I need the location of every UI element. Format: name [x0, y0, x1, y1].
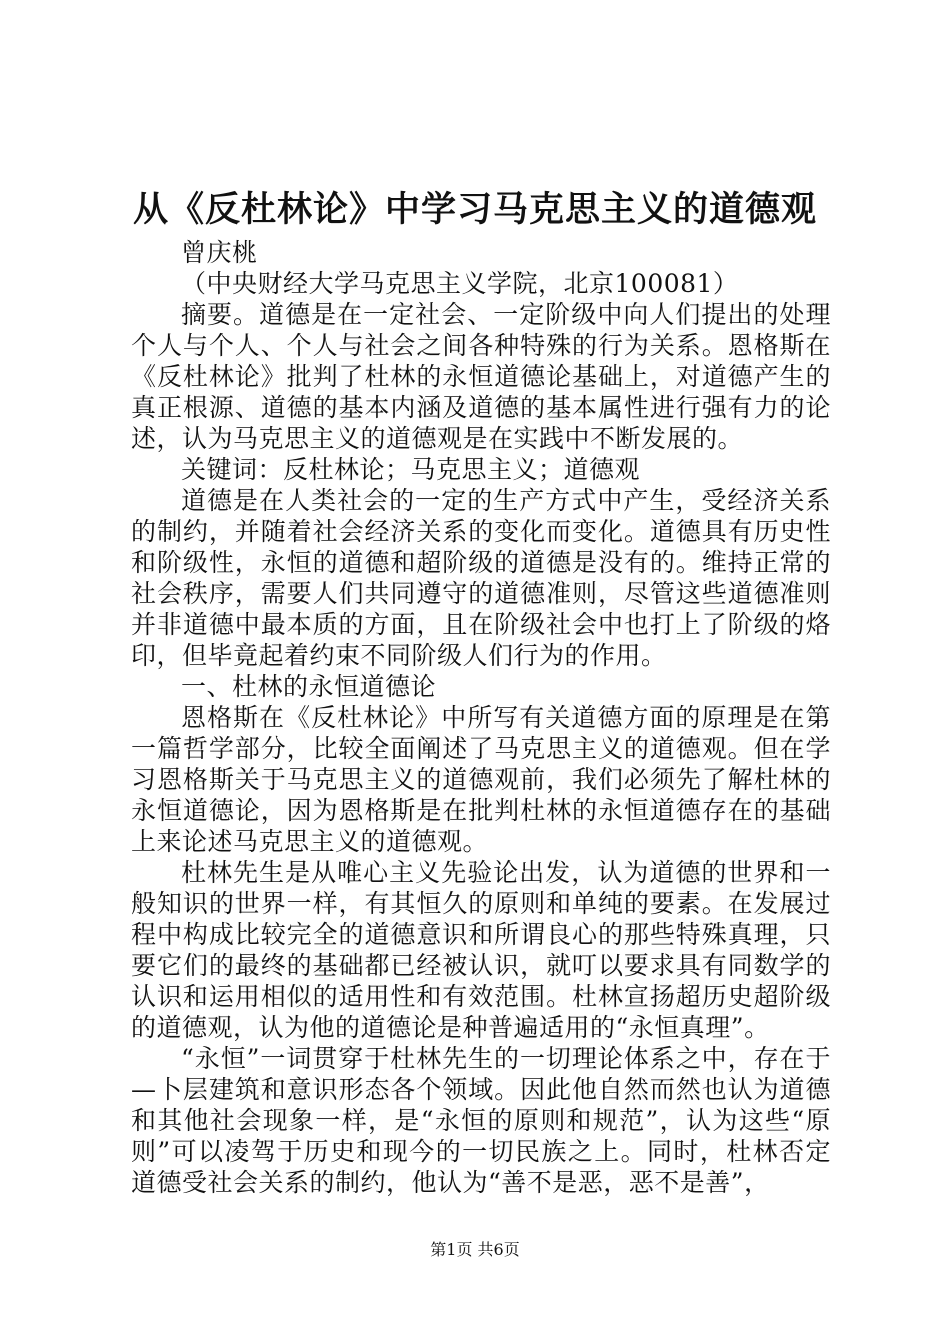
- author-line: 曾庆桃: [181, 238, 258, 267]
- body-paragraph: 杜林先生是从唯心主义先验论出发，认为道德的世界和一般知识的世界一样，有其恒久的原则和单纯的要素。在发展过程中构成比较完全的道德意识和所谓良心的那些特殊真理，只要它们的最终的基础都已经被认识，就叮以要求具有同数学的认识和运用相似的适用性和有效范围。杜林宣扬超历史超阶级的道德观，认为他的道德论是种普遍适用的“永恒真理”。: [131, 858, 831, 1042]
- body-paragraph: 恩格斯在《反杜林论》中所写有关道德方面的原理是在第一篇哲学部分，比较全面阐述了马克思主义的道德观。但在学习恩格斯关于马克思主义的道德观前，我们必须先了解杜林的永恒道德论，因为恩格斯是在批判杜林的永恒道德存在的基础上来论述马克思主义的道德观。: [131, 703, 831, 856]
- keywords-line: 关键词：反杜林论；马克思主义；道德观: [181, 455, 641, 484]
- affiliation-line: （中央财经大学马克思主义学院，北京100081）: [181, 269, 739, 298]
- body-paragraph: 道德是在人类社会的一定的生产方式中产生，受经济关系的制约，并随着社会经济关系的变化而变化。道德具有历史性和阶级性，永恒的道德和超阶级的道德是没有的。维持正常的社会秩序，需要人们共同遵守的道德准则，尽管这些道德准则并非道德中最本质的方面，且在阶级社会中也打上了阶级的烙印，但毕竟起着约束不同阶级人们行为的作用。: [131, 486, 831, 670]
- page-title: 从《反杜林论》中学习马克思主义的道德观: [132, 189, 817, 230]
- section-heading: 一、杜林的永恒道德论: [181, 672, 437, 701]
- page-footer: [0, 1240, 950, 1260]
- page-indicator: 第1页 共6页: [430, 1240, 520, 1259]
- document-body: [131, 237, 831, 1198]
- body-paragraph: “永恒”一词贯穿于杜林先生的一切理论体系之中，存在于—卜层建筑和意识形态各个领域。因此他自然而然也认为道德和其他社会现象一样，是“永恒的原则和规范”，认为这些“原则”可以凌驾于历史和现今的一切民族之上。同时，杜林否定道德受社会关系的制约，他认为“善不是恶，恶不是善”，: [131, 1044, 831, 1197]
- abstract-paragraph: 摘要。道德是在一定社会、一定阶级中向人们提出的处理个人与个人、个人与社会之间各种特殊的行为关系。恩格斯在《反杜林论》批判了杜林的永恒道德论基础上，对道德产生的真正根源、道德的基本内涵及道德的基本属性进行强有力的论述，认为马克思主义的道德观是在实践中不断发展的。: [131, 300, 831, 453]
